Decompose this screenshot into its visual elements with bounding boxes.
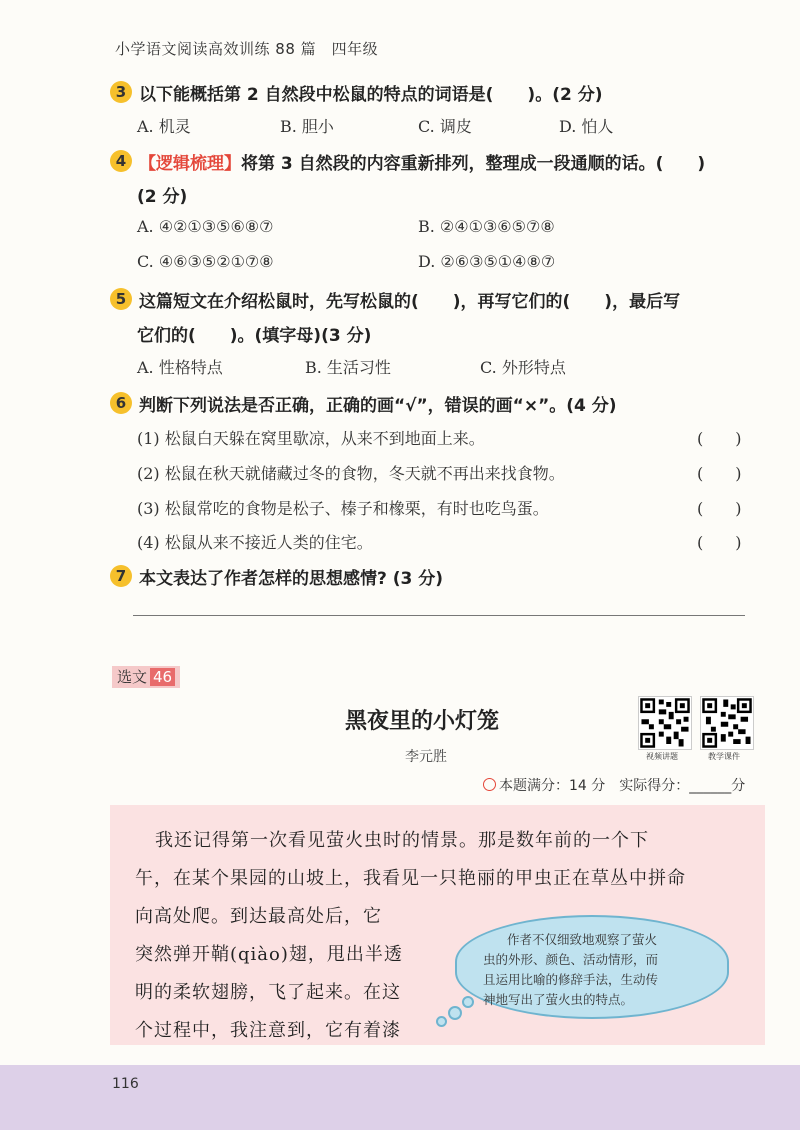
question-6-text: 判断下列说法是否正确，正确的画“√”，错误的画“×”。(4 分)	[139, 396, 617, 416]
question-3-option-d: D. 怕人	[559, 117, 614, 136]
passage-tag-label: 选文	[117, 668, 148, 686]
qr-code-icon	[639, 697, 691, 749]
page-footer-band	[0, 1065, 800, 1130]
passage-tag	[112, 666, 180, 688]
question-5-number: 5	[110, 288, 132, 310]
bubble-dot-medium	[448, 1006, 462, 1020]
passage-line-6: 个过程中，我注意到，它有着漆	[135, 1020, 401, 1041]
score-text: 本题满分：14 分 实际得分：______分	[499, 778, 746, 794]
passage-line-5: 明的柔软翅膀，飞了起来。在这	[135, 982, 401, 1003]
question-3-option-a: A. 机灵	[137, 117, 191, 136]
question-6-answer-bracket-3[interactable]: ( )	[697, 499, 742, 518]
annotation-line-4: 神地写出了萤火虫的特点。	[483, 992, 634, 1007]
question-5-option-b: B. 生活习性	[305, 358, 391, 377]
question-4-text: 将第 3 自然段的内容重新排列，整理成一段通顺的话。( )	[241, 154, 706, 174]
question-7-answer-line[interactable]	[133, 615, 745, 616]
question-3-option-b: B. 胆小	[280, 117, 334, 136]
question-4-number: 4	[110, 150, 132, 172]
question-6-item-4: (4) 松鼠从来不接近人类的住宅。	[137, 533, 373, 552]
annotation-line-1: 作者不仅细致地观察了萤火	[507, 932, 658, 947]
question-6-item-2: (2) 松鼠在秋天就储藏过冬的食物，冬天就不再出来找食物。	[137, 464, 565, 483]
question-4-option-a: A. ④②①③⑤⑥⑧⑦	[137, 217, 274, 236]
passage-tag-number: 46	[150, 668, 175, 686]
question-3-option-c: C. 调皮	[418, 117, 472, 136]
page-number: 116	[112, 1076, 139, 1092]
question-4-option-c: C. ④⑥③⑤②①⑦⑧	[137, 252, 274, 271]
question-4-line-2: (2 分)	[137, 187, 188, 207]
passage-title: 黑夜里的小灯笼	[345, 708, 500, 734]
question-6-number: 6	[110, 392, 132, 414]
score-line	[483, 775, 745, 795]
clock-icon	[483, 778, 496, 791]
video-qr-label: 视频讲题	[646, 752, 678, 761]
question-5-option-a: A. 性格特点	[137, 358, 223, 377]
bubble-dot-small	[462, 996, 474, 1008]
question-7-text: 本文表达了作者怎样的思想感情? (3 分)	[139, 569, 444, 589]
annotation-line-3: 且运用比喻的修辞手法，生动传	[483, 972, 659, 987]
courseware-qr-label: 教学课件	[708, 752, 740, 761]
video-qr-code[interactable]	[638, 696, 692, 750]
courseware-qr-code[interactable]	[700, 696, 754, 750]
question-3-number: 3	[110, 81, 132, 103]
question-6-item-1: (1) 松鼠白天躲在窝里歇凉，从来不到地面上来。	[137, 429, 485, 448]
qr-code-icon	[701, 697, 753, 749]
question-4-option-b: B. ②④①③⑥⑤⑦⑧	[418, 217, 555, 236]
question-5-line-2: 它们的( )。(填字母)(3 分)	[137, 326, 372, 346]
passage-line-2: 午，在某个果园的山坡上，我看见一只艳丽的甲虫正在草丛中拼命	[135, 868, 686, 889]
question-5-option-c: C. 外形特点	[480, 358, 566, 377]
question-4-tag: 【逻辑梳理】	[139, 154, 241, 174]
passage-line-1: 我还记得第一次看见萤火虫时的情景。那是数年前的一个下	[155, 830, 649, 851]
bubble-dot-tiny	[436, 1016, 447, 1027]
question-6-item-3: (3) 松鼠常吃的食物是松子、榛子和橡栗，有时也吃鸟蛋。	[137, 499, 549, 518]
question-6-answer-bracket-1[interactable]: ( )	[697, 429, 742, 448]
question-7-number: 7	[110, 565, 132, 587]
passage-line-3: 向高处爬。到达最高处后，它	[135, 906, 382, 927]
question-6-answer-bracket-2[interactable]: ( )	[697, 464, 742, 483]
book-header: 小学语文阅读高效训练 88 篇 四年级	[115, 40, 379, 58]
question-3-text: 以下能概括第 2 自然段中松鼠的特点的词语是( )。(2 分)	[139, 85, 603, 105]
question-6-answer-bracket-4[interactable]: ( )	[697, 533, 742, 552]
annotation-line-2: 虫的外形、颜色、活动情形，而	[483, 952, 659, 967]
passage-line-4: 突然弹开鞘(qiào)翅，甩出半透	[135, 944, 403, 965]
question-5-line-1: 这篇短文在介绍松鼠时，先写松鼠的( )，再写它们的( )，最后写	[139, 292, 681, 312]
passage-author: 李元胜	[405, 749, 447, 765]
question-4-line-1	[139, 149, 705, 174]
question-4-option-d: D. ②⑥③⑤①④⑧⑦	[418, 252, 556, 271]
